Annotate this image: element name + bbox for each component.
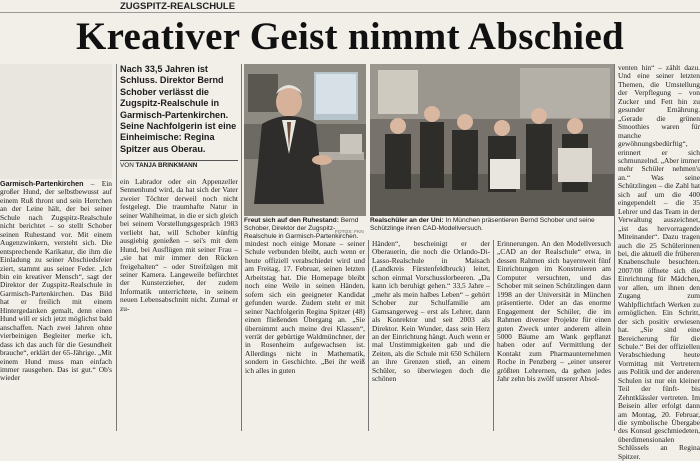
byline-author: TANJA BRINKMANN [135,162,198,169]
dateline: Garmisch-Partenkirchen [0,179,84,188]
caption-director-text: Bernd Schober, Direktor der Zugspitz-Realschule in Garmisch-Partenkirchen. [244,217,359,241]
body-column-4: Händen“, bescheinigt er der Oberauerin, die noch die Orlando-Di-Lasso-Realschule in Maisach (Landkreis Fürstenfeldbruck) leitet, schon einmal Vorschusslorbeeren. „Da kann ich beruhigt gehen.“ 33,5 Jahre – „mehr als mein halbes Leben“ – gehört Schober zur Schulfamilie am Gamsangerweg – erst als Lehrer, dann als Konrektor und seit 2003 als Direktor. Kein Wunder, dass sein Herz an der Einrichtung hängt. Auch wenn er mal Unstimmigkeiten gab und die Zeiten, als die Schule mit 650 Schülern an ihre Grenzen stieß, an einem Schüler, so überwiegen doch die schönen [372,239,491,384]
body-column-1 [0,180,112,431]
caption-students-text: In München präsentieren Bernd Schober und seine Schützlinge ihren CAD-Modellversuch. [370,217,595,233]
body-column-2: ein Labrador oder ein Appenzeller Sennenhund wird, da hat sich der Vater zweier Töchter derweil noch nicht festgelegt. Die traumhafte Natur in seiner Wahlheimat, in die er sich gleich bei seinem Vorstellungsgespräch 1983 verliebt hat, will Schober künftig ausgiebig genießen – sei's mit dem Hund, bei Ausflügen mit seiner Frau – „sie hat mir immer den Rücken freigehalten“ – oder Streifzügen mit seiner Kamera. Langeweile befürchtet der Kunsterzieher, der zudem Informatik unterrichtete, in seinem neuen Lebensabschnitt nicht. Zumal er zu- [120,177,238,313]
caption-director [244,217,366,239]
body-column-3: mindest noch einige Monate – seiner Schule verbunden bleibt, auch wenn er heute offiziell verabschiedet wird und am Freitag, 17. Februar, seinen letzten Arbeitstag hat. Die Homepage bleibt noch eine Weile in seinen Händen, sofern sich ein geeigneter Kandidat gefunden wurde. Zudem steht er mit seiner Nachfolgerin Regina Spitzer (48) einen fließenden Übergang an. „Sie übernimmt auch meine drei Klassen“, verrät der gebürtige Waldmünchner, der in Rosenheim aufgewachsen ist. Allerdings nicht in Mathematik, sondern in Geschichte. „Bei ihr weiß ich alles in guten [245,239,365,375]
column-rule [241,64,242,431]
photo-credit: FOTOS: FKN [335,230,364,235]
caption-students [370,217,615,239]
column-rule [493,240,494,431]
left-photo-strip [0,64,112,179]
photo-director [244,64,366,216]
caption-director-bold: Freut sich auf den Ruhestand: [244,217,339,224]
section-kicker: ZUGSPITZ-REALSCHULE [0,0,700,13]
column-rule [116,64,117,431]
body-column-1-text: – Ein großer Hund, der selbstbewusst auf einem Ruß thront und sein Herrchen an der Leine hält, der bei seiner Schule nach Zugspitz-Realschule nicht berichtet – so stellt Schober seinen Ruhestand vor. Mit einem Augenzwinkern, versteht sich. Die entsprechende Karikatur, die ihm die Einladung zu seiner Abschiedsfeier ziert, stammt aus seiner Feder. „Ich bin ein kreativer Mensch“, sagt der Direktor der Zugspitz-Realschule in Garmisch-Partenkirchen. Das Bild hat er freilich mit einem Hintergedanken gemalt, denn einen Hund will er sich jetzt möglichst bald anschaffen. Nach zwei Jahren ohne vierbeinigen Begleiter merke ich, dass ich das auch für die Gesundheit brauche“, erklärt der 65-Jährige. „Mit einem Hund muss man einfach immer rausgehen. Das ist gut.“ Ob's wieder [0,179,112,383]
article-lead: Nach 33,5 Jahren ist Schluss. Direktor Bernd Schober verlässt die Zugspitz-Realschule in Garmisch-Partenkirchen. Seine Nachfolgerin ist eine Einheimische: Regina Spitzer aus Oberau. [120,64,237,154]
caption-students-bold: Realschüler an der Uni: [370,217,444,224]
headline: Kreativer Geist nimmt Abschied [75,15,625,58]
column-rule [368,240,369,431]
byline-prefix: VON [120,162,134,169]
photo-students [370,64,615,216]
body-column-6: venten hin“ – zählt dazu. Und eine seiner letzten Themen, die Umstellung der Verpflegung – von Zucker und Fett hin zu gesunder Ernährung. „Gerade die grünen Smoothies waren für manche gewöhnungsbedürftig“, erinnert er sich schmunzelnd. „Aber immer mehr Schüler nehmen's an.“ Was seine Schützlingen – die Zahl hat sich auf um die 400 eingependelt – die 35 Lehrer und das Team in der Verwaltung auszeichnet, „ist das hervorragende Miteinander“. Dazu tragen auch die 25 Schülerinnen bei, die aktuell die früheren Knabenschule besuchten. 2007/08 öffnete sich die Einrichtung für Mädchen, vor allen, um ihnen den Zugang zum Wahlpflichtfach Werken zu ermöglichen. Ein Schritt, der sich positiv erwiesen hat. „Sie sind eine Bereicherung für die Schule.“ Bei der offiziellen Verabschiedung heute Vormittag mit Vertretern aus Politik und der anderen Schulen ist nur ein kleiner Teil der fünft- bis Zehntklässler vertreten. Im Beisein aller erfolgt dann am Montag, 20. Februar, die symbolische Übergabe des Konsul geschmiedeten, überdimensionalen Schlüssels an Regina Spitzer. [618,63,700,461]
byline [120,160,238,169]
body-column-5: Erinnerungen. An den Modellversuch „CAD an der Realschule“ etwa, in dessen Rahmen sich bayernweit fünf Einrichtungen im Konstruieren am Computer versuchten, und das Schober mit seinen Schützlingen dann 1998 an der Universität in München präsentierte. Oder an das enorme Engagement der Schüler, die im Rahmen diverser Projekte für einen guten Zweck unter anderem allein 5000 Bäume am Wank gepflanzt haben oder auf Vermittlung der Kontakt zum Pharmaunternehmen Roche in Penzberg – „einer unserer größten Lehrernen, da gehen jedes Jahr zehn bis zwölf unserer Absol- [497,239,611,384]
column-rule [614,64,615,431]
